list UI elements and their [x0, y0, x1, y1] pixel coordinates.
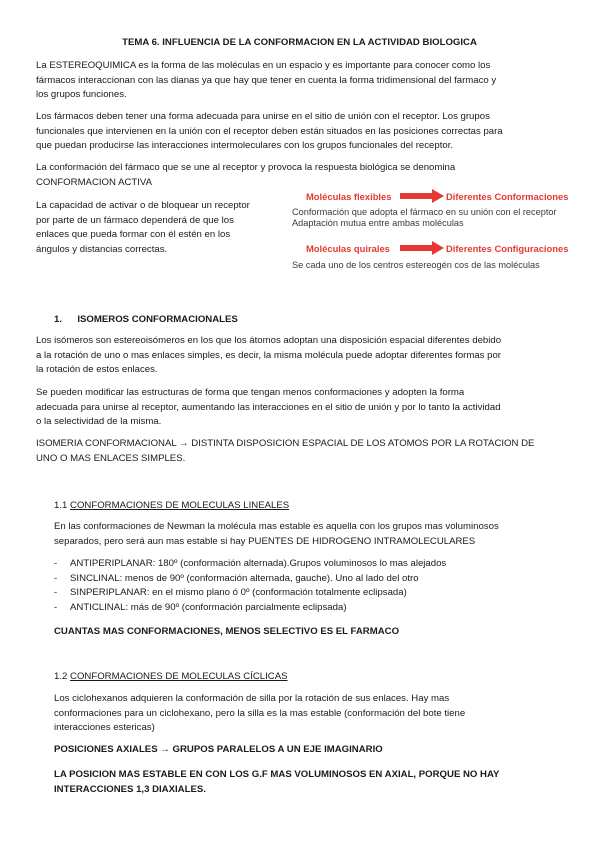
text-line: separados, pero será aun mas estable si hay PUENTES DE HIDROGENO INTRAMOLECULARES [54, 535, 476, 547]
bullet-dash: - [54, 572, 58, 584]
text-line: fármacos interaccionan con las dianas ya que hay que tener en cuenta la forma tridimensional del farmaco y [36, 74, 497, 86]
text-line: UNO O MAS ENLACES SIMPLES. [36, 452, 186, 464]
section-1-heading [54, 313, 238, 328]
bullet-dash: - [54, 601, 58, 613]
text-line: Conformación que adopta el fármaco en su unión con el receptor [292, 207, 557, 217]
list-item [54, 572, 554, 587]
section-title: ISOMEROS CONFORMACIONALES [77, 314, 238, 325]
text-line: conformaciones para un ciclohexano, pero la silla es la mas estable (conformación del bote tiene [54, 707, 466, 719]
list-item-text: ANTIPERIPLANAR: 180º (conformación alternada).Grupos voluminosos lo mas alejados [70, 558, 447, 569]
text-line: o la selectividad de la misma. [36, 416, 162, 427]
section-number: 1.2 [54, 671, 68, 682]
section-number: 1.1 [54, 500, 68, 511]
text-line: Se pueden modificar las estructuras de forma que tengan menos conformaciones y adopten la forma [36, 387, 465, 398]
section-1-paragraph-2 [36, 386, 566, 430]
bullet-dash: - [54, 587, 58, 598]
list-item-text: SINPERIPLANAR: en el mismo plano ó 0º (conformación totalmente eclipsada) [70, 587, 407, 598]
list-item [54, 586, 554, 601]
text-line: adecuada para unirse al receptor, aumentando las interacciones en el sitio de unión y por lo tanto la actividad [36, 401, 501, 413]
figure-label-conformations: Diferentes Conformaciones [446, 191, 569, 202]
intro-paragraph-2 [36, 110, 566, 154]
text-line: En las conformaciones de Newman la molécula mas estable es aquella con los grupos mas voluminosos [54, 521, 499, 532]
list-item-text: ANTICLINAL: más de 90º (conformación parcialmente eclipsada) [70, 601, 347, 613]
list-item [54, 601, 554, 616]
text-line: Los fármacos deben tener una forma adecuada para unirse en el sitio de unión con el receptor. Los grupos [36, 111, 490, 122]
figure-label-flexible: Moléculas flexibles [306, 191, 392, 202]
list-item-text: SINCLINAL: menos de 90º (conformación alternada, gauche). Uno al lado del otro [70, 572, 419, 584]
text-line: La ESTEREOQUIMICA es la forma de las moléculas en un espacio y es importante para conocer como los [36, 60, 491, 71]
text-line: ángulos y distancias correctas. [36, 243, 168, 255]
text-line: La conformación del fármaco que se une al receptor y provoca la respuesta biológica se denomina [36, 162, 456, 173]
figure-caption-flexible [292, 207, 557, 229]
list-item [54, 557, 554, 572]
figure-label-chiral: Moléculas quirales [306, 243, 390, 254]
text-line: por parte de un fármaco dependerá de que los [36, 214, 234, 226]
text-line: funcionales que intervienen en la unión con el receptor deben están situados en las posiciones correctas para [36, 125, 503, 137]
document-title: TEMA 6. INFLUENCIA DE LA CONFORMACION EN LA ACTIVIDAD BIOLOGICA [122, 37, 477, 48]
section-1-2-axial-statement: POSICIONES AXIALES → GRUPOS PARALELOS A UN EJE IMAGINARIO [54, 744, 383, 755]
section-1-paragraph-1 [36, 334, 566, 378]
bullet-dash: - [54, 558, 58, 569]
section-1-1-heading [54, 499, 289, 514]
text-line: que puedan producirse las interacciones intermoleculares con los grupos funcionales del receptor. [36, 140, 454, 151]
figure-caption-chiral: Se cada uno de los centros estereogén cos de las moléculas [292, 260, 540, 270]
right-arrow-icon [400, 189, 446, 203]
section-title: CONFORMACIONES DE MOLECULAS LINEALES [70, 500, 290, 511]
section-1-1-paragraph-1 [54, 520, 574, 549]
right-arrow-icon [400, 241, 446, 255]
stereochemistry-figure [288, 186, 594, 278]
section-1-2-paragraph-1 [54, 692, 574, 736]
section-1-paragraph-3 [36, 437, 566, 466]
text-line: INTERACCIONES 1,3 DIAXIALES. [54, 783, 206, 795]
figure-label-configurations: Diferentes Configuraciones [446, 243, 569, 254]
text-line: la rotación de estos enlaces. [36, 364, 158, 375]
text-line: La capacidad de activar o de bloquear un receptor [36, 200, 250, 211]
section-1-2-conclusion [54, 768, 574, 797]
text-line: los grupos funciones. [36, 89, 127, 100]
section-title: CONFORMACIONES DE MOLECULAS CÍCLICAS [70, 671, 288, 682]
text-line: a la rotación de uno o mas enlaces simples, es decir, la misma molécula puede adoptar diferentes formas por [36, 349, 502, 361]
text-line: Adaptación mutua entre ambas moléculas [292, 218, 464, 228]
conformation-list [54, 557, 554, 615]
text-line: interacciones estericas) [54, 722, 155, 733]
section-number: 1. [54, 314, 63, 325]
intro-paragraph-4 [36, 199, 286, 257]
text-line: LA POSICION MAS ESTABLE EN CON LOS G.F MAS VOLUMINOSOS EN AXIAL, PORQUE NO HAY [54, 769, 500, 780]
section-1-1-conclusion: CUANTAS MAS CONFORMACIONES, MENOS SELECTIVO ES EL FARMACO [54, 626, 400, 637]
text-line: CONFORMACION ACTIVA [36, 176, 153, 188]
text-line: enlaces que pueda formar con él estén en los [36, 229, 231, 240]
text-line: ISOMERIA CONFORMACIONAL → DISTINTA DISPOSICION ESPACIAL DE LOS ATOMOS POR LA ROTACION DE [36, 438, 535, 449]
text-line: Los isómeros son estereoisómeros en los que los átomos adoptan una disposición espacial diferentes debido [36, 335, 502, 346]
section-1-2-heading [54, 670, 288, 685]
intro-paragraph-1 [36, 59, 566, 103]
text-line: Los ciclohexanos adquieren la conformación de silla por la rotación de sus enlaces. Hay mas [54, 693, 450, 704]
